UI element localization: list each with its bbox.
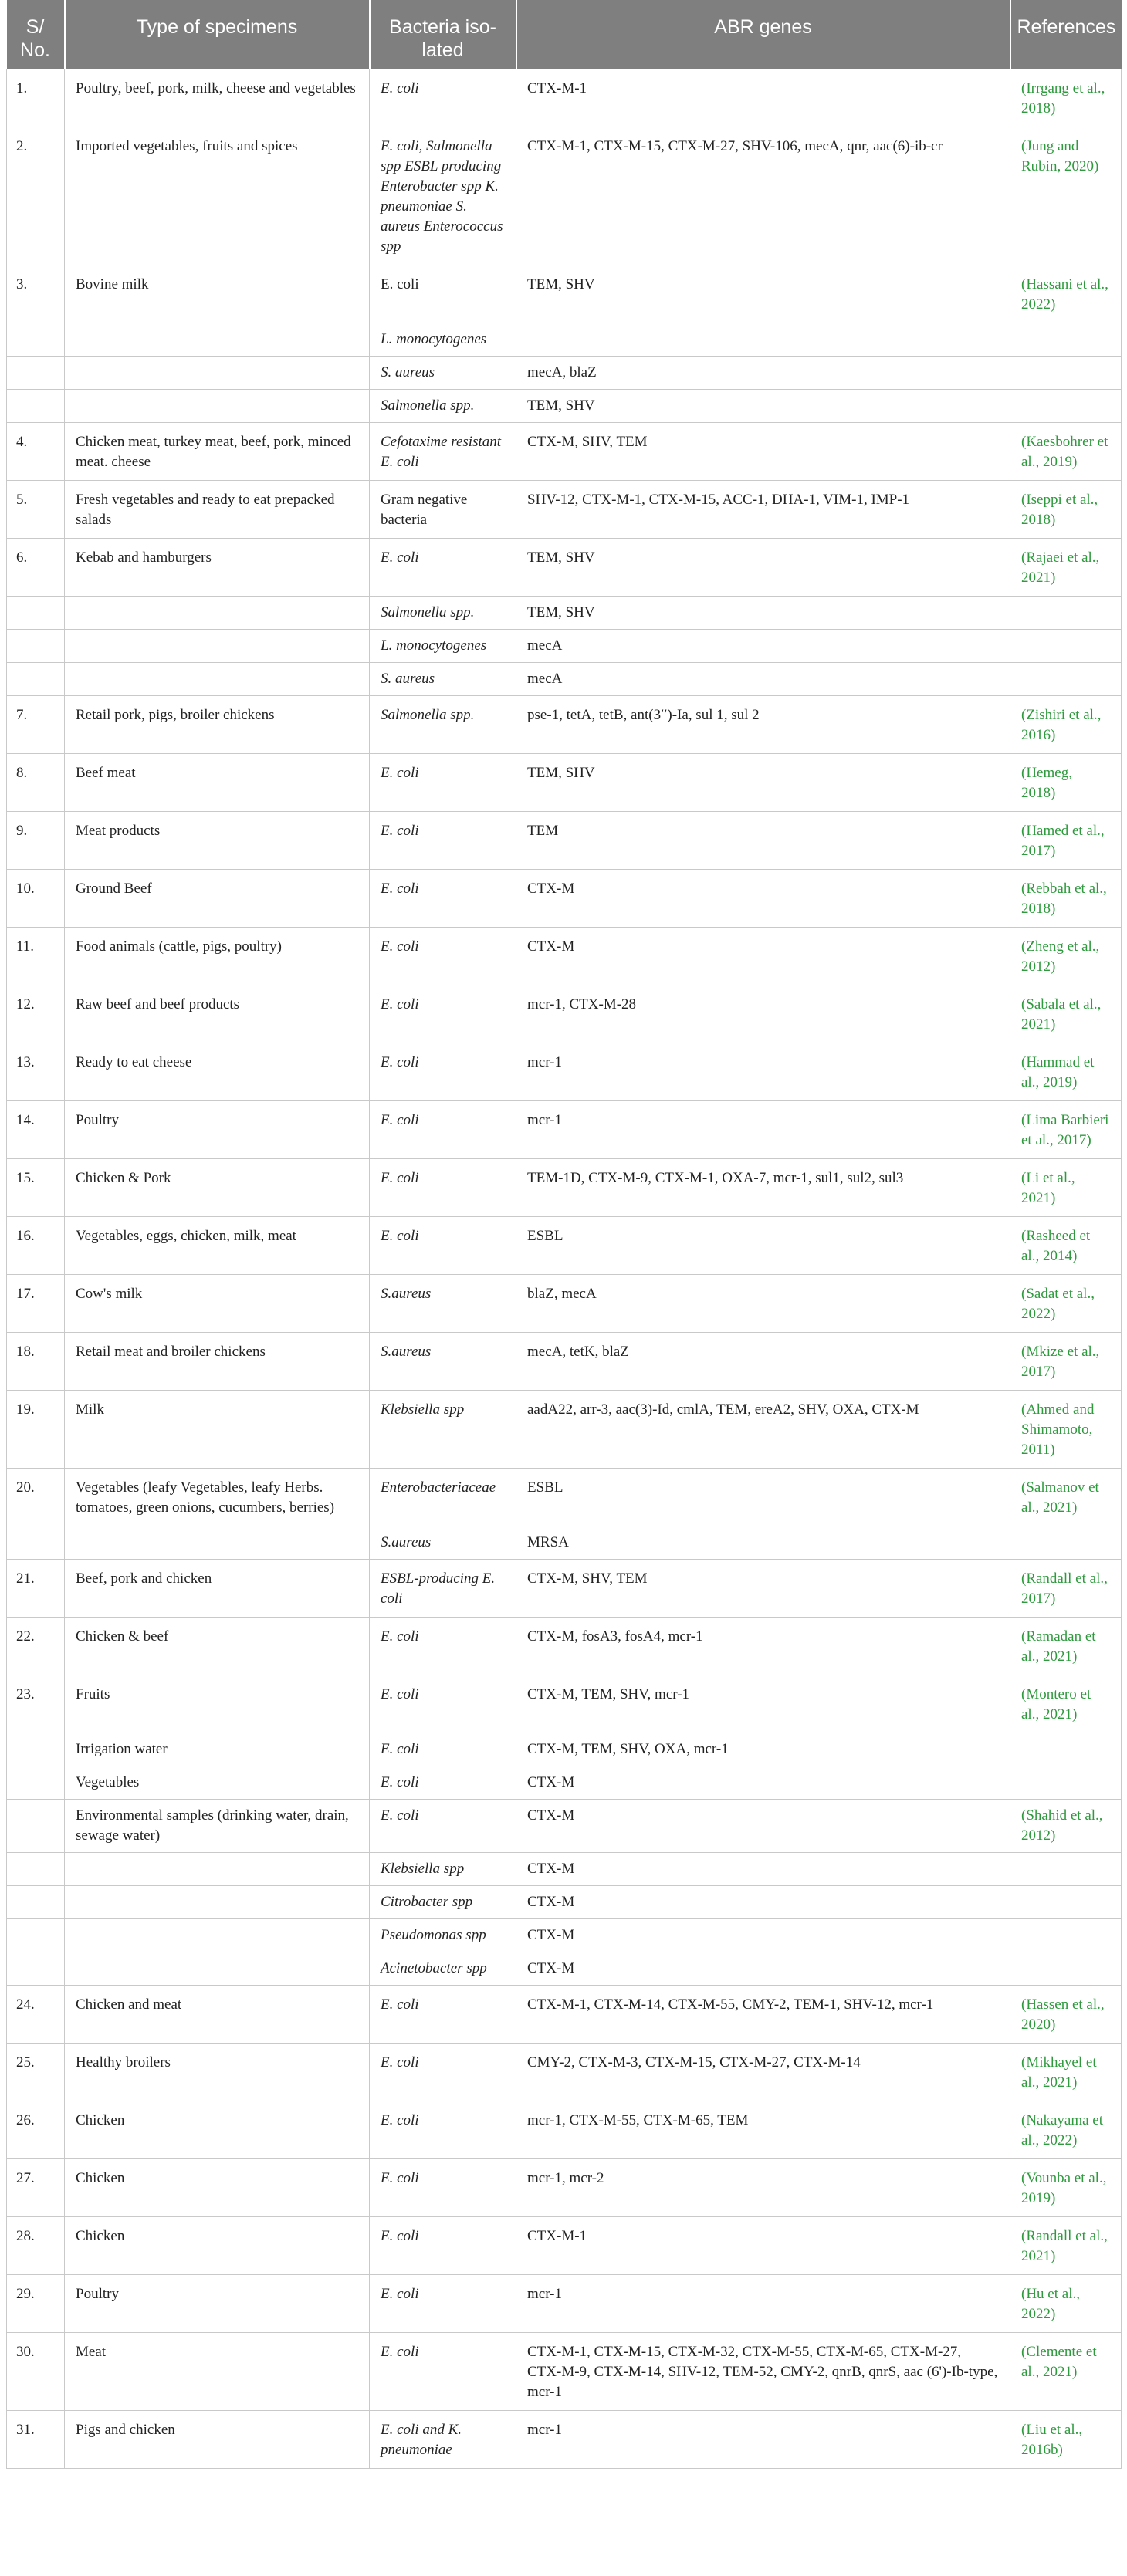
- cell-reference[interactable]: (Nakayama et al., 2022): [1010, 2101, 1122, 2159]
- table-row: [7, 812, 1122, 870]
- cell-specimen-type: Chicken: [65, 2217, 370, 2275]
- cell-reference[interactable]: (Hassen et al., 2020): [1010, 1986, 1122, 2044]
- table-row: [7, 1675, 1122, 1733]
- cell-sno: 2.: [7, 127, 65, 265]
- cell-bacteria: E. coli: [370, 1618, 516, 1675]
- cell-reference[interactable]: (Iseppi et al., 2018): [1010, 481, 1122, 539]
- cell-sno: [7, 390, 65, 423]
- cell-specimen-type: Irrigation water: [65, 1733, 370, 1766]
- cell-abr-genes: CTX-M: [516, 1886, 1010, 1919]
- cell-abr-genes: mcr-1: [516, 2275, 1010, 2333]
- cell-abr-genes: CTX-M: [516, 1800, 1010, 1853]
- cell-abr-genes: CTX-M-1, CTX-M-14, CTX-M-55, CMY-2, TEM-1, SHV-12, mcr-1: [516, 1986, 1010, 2044]
- table-row: [7, 985, 1122, 1043]
- cell-specimen-type: [65, 1853, 370, 1886]
- cell-bacteria: Salmonella spp.: [370, 696, 516, 754]
- cell-sno: 6.: [7, 539, 65, 597]
- cell-reference[interactable]: (Mikhayel et al., 2021): [1010, 2044, 1122, 2101]
- cell-bacteria: L. monocytogenes: [370, 323, 516, 357]
- cell-sno: 18.: [7, 1333, 65, 1391]
- cell-abr-genes: CTX-M: [516, 1853, 1010, 1886]
- cell-sno: 16.: [7, 1217, 65, 1275]
- cell-reference: [1010, 663, 1122, 696]
- cell-specimen-type: Chicken meat, turkey meat, beef, pork, minced meat. cheese: [65, 423, 370, 481]
- cell-bacteria: E. coli: [370, 2217, 516, 2275]
- cell-abr-genes: CTX-M-1, CTX-M-15, CTX-M-32, CTX-M-55, CTX-M-65, CTX-M-27, CTX-M-9, CTX-M-14, SHV-12, TEM-52, CMY-2, qnrB, qnrS, aac (6')-Ib-type, mcr-1: [516, 2333, 1010, 2411]
- table-row: [7, 1560, 1122, 1618]
- table-row: [7, 2044, 1122, 2101]
- cell-bacteria: Salmonella spp.: [370, 597, 516, 630]
- cell-bacteria: E. coli: [370, 1766, 516, 1800]
- cell-bacteria: Klebsiella spp: [370, 1853, 516, 1886]
- cell-specimen-type: Meat products: [65, 812, 370, 870]
- cell-abr-genes: CTX-M: [516, 928, 1010, 985]
- table-row: [7, 1733, 1122, 1766]
- cell-reference[interactable]: (Clemente et al., 2021): [1010, 2333, 1122, 2411]
- cell-specimen-type: Poultry, beef, pork, milk, cheese and vegetables: [65, 69, 370, 127]
- table-row: [7, 1853, 1122, 1886]
- table-row: [7, 597, 1122, 630]
- cell-bacteria: E. coli: [370, 1043, 516, 1101]
- cell-specimen-type: [65, 597, 370, 630]
- cell-bacteria: Klebsiella spp: [370, 1391, 516, 1469]
- cell-sno: [7, 1526, 65, 1560]
- cell-specimen-type: Chicken & Pork: [65, 1159, 370, 1217]
- cell-sno: 29.: [7, 2275, 65, 2333]
- cell-bacteria: S.aureus: [370, 1333, 516, 1391]
- header-type-of-specimens: Type of specimens: [65, 0, 370, 69]
- table-row: [7, 1101, 1122, 1159]
- cell-specimen-type: Environmental samples (drinking water, drain, sewage water): [65, 1800, 370, 1853]
- cell-specimen-type: Meat: [65, 2333, 370, 2411]
- cell-bacteria: E. coli: [370, 1159, 516, 1217]
- cell-bacteria: Salmonella spp.: [370, 390, 516, 423]
- cell-bacteria: E. coli: [370, 1800, 516, 1853]
- cell-reference: [1010, 357, 1122, 390]
- cell-bacteria: E. coli, Salmonella spp ESBL producing Enterobacter spp K. pneumoniae S. aureus Enterococcus spp: [370, 127, 516, 265]
- cell-sno: [7, 630, 65, 663]
- table-row: [7, 928, 1122, 985]
- table-row: [7, 2217, 1122, 2275]
- abr-genes-table: [6, 0, 1122, 2469]
- cell-specimen-type: [65, 1952, 370, 1986]
- cell-bacteria: Gram negative bacteria: [370, 481, 516, 539]
- cell-abr-genes: blaZ, mecA: [516, 1275, 1010, 1333]
- cell-sno: 15.: [7, 1159, 65, 1217]
- cell-specimen-type: Fresh vegetables and ready to eat prepacked salads: [65, 481, 370, 539]
- cell-reference[interactable]: (Montero et al., 2021): [1010, 1675, 1122, 1733]
- cell-bacteria: E. coli: [370, 985, 516, 1043]
- table-row: [7, 1952, 1122, 1986]
- table-row: [7, 2275, 1122, 2333]
- table-row: [7, 1391, 1122, 1469]
- cell-reference[interactable]: (Rebbah et al., 2018): [1010, 870, 1122, 928]
- table-row: [7, 1275, 1122, 1333]
- cell-reference[interactable]: (Mkize et al., 2017): [1010, 1333, 1122, 1391]
- cell-specimen-type: [65, 1526, 370, 1560]
- cell-bacteria: ESBL-producing E. coli: [370, 1560, 516, 1618]
- cell-abr-genes: mcr-1, CTX-M-28: [516, 985, 1010, 1043]
- cell-bacteria: E. coli: [370, 1675, 516, 1733]
- cell-specimen-type: Bovine milk: [65, 265, 370, 323]
- cell-reference[interactable]: (Zheng et al., 2012): [1010, 928, 1122, 985]
- cell-abr-genes: CTX-M-1: [516, 2217, 1010, 2275]
- cell-abr-genes: ESBL: [516, 1469, 1010, 1526]
- cell-reference[interactable]: (Hu et al., 2022): [1010, 2275, 1122, 2333]
- cell-bacteria: E. coli: [370, 2101, 516, 2159]
- table-row: [7, 1043, 1122, 1101]
- cell-sno: [7, 597, 65, 630]
- cell-bacteria: E. coli: [370, 1217, 516, 1275]
- cell-sno: 20.: [7, 1469, 65, 1526]
- cell-abr-genes: CTX-M, TEM, SHV, OXA, mcr-1: [516, 1733, 1010, 1766]
- table-row: [7, 390, 1122, 423]
- cell-abr-genes: CTX-M, SHV, TEM: [516, 423, 1010, 481]
- table-body: [7, 69, 1122, 2469]
- cell-sno: 25.: [7, 2044, 65, 2101]
- table-row: [7, 1886, 1122, 1919]
- cell-reference[interactable]: (Ramadan et al., 2021): [1010, 1618, 1122, 1675]
- table-row: [7, 1986, 1122, 2044]
- cell-sno: [7, 1800, 65, 1853]
- table-row: [7, 357, 1122, 390]
- cell-abr-genes: mecA, tetK, blaZ: [516, 1333, 1010, 1391]
- cell-sno: 1.: [7, 69, 65, 127]
- cell-bacteria: E. coli: [370, 1733, 516, 1766]
- cell-specimen-type: Poultry: [65, 1101, 370, 1159]
- table-row: [7, 2333, 1122, 2411]
- table-row: [7, 2159, 1122, 2217]
- cell-reference: [1010, 1853, 1122, 1886]
- cell-reference[interactable]: (Hemeg, 2018): [1010, 754, 1122, 812]
- cell-reference[interactable]: (Shahid et al., 2012): [1010, 1800, 1122, 1853]
- cell-abr-genes: TEM, SHV: [516, 390, 1010, 423]
- cell-specimen-type: Cow's milk: [65, 1275, 370, 1333]
- cell-abr-genes: CTX-M: [516, 1766, 1010, 1800]
- cell-specimen-type: Kebab and hamburgers: [65, 539, 370, 597]
- cell-specimen-type: Retail meat and broiler chickens: [65, 1333, 370, 1391]
- cell-specimen-type: Ground Beef: [65, 870, 370, 928]
- cell-reference[interactable]: (Lima Barbieri et al., 2017): [1010, 1101, 1122, 1159]
- cell-sno: [7, 1733, 65, 1766]
- cell-sno: [7, 1886, 65, 1919]
- cell-bacteria: Enterobacteriaceae: [370, 1469, 516, 1526]
- cell-sno: 17.: [7, 1275, 65, 1333]
- cell-specimen-type: Beef meat: [65, 754, 370, 812]
- cell-abr-genes: SHV-12, CTX-M-1, CTX-M-15, ACC-1, DHA-1, VIM-1, IMP-1: [516, 481, 1010, 539]
- cell-reference[interactable]: (Rajaei et al., 2021): [1010, 539, 1122, 597]
- cell-sno: [7, 663, 65, 696]
- cell-specimen-type: Raw beef and beef products: [65, 985, 370, 1043]
- cell-bacteria: E. coli: [370, 265, 516, 323]
- cell-sno: 4.: [7, 423, 65, 481]
- cell-sno: 9.: [7, 812, 65, 870]
- cell-specimen-type: Pigs and chicken: [65, 2411, 370, 2469]
- cell-bacteria: S. aureus: [370, 663, 516, 696]
- cell-bacteria: S.aureus: [370, 1275, 516, 1333]
- cell-specimen-type: Vegetables, eggs, chicken, milk, meat: [65, 1217, 370, 1275]
- cell-sno: 23.: [7, 1675, 65, 1733]
- cell-specimen-type: Imported vegetables, fruits and spices: [65, 127, 370, 265]
- cell-sno: 13.: [7, 1043, 65, 1101]
- cell-sno: 8.: [7, 754, 65, 812]
- cell-bacteria: Pseudomonas spp: [370, 1919, 516, 1952]
- cell-bacteria: E. coli: [370, 539, 516, 597]
- table-row: [7, 696, 1122, 754]
- cell-specimen-type: [65, 663, 370, 696]
- cell-sno: 21.: [7, 1560, 65, 1618]
- cell-sno: [7, 357, 65, 390]
- cell-sno: 5.: [7, 481, 65, 539]
- cell-bacteria: S. aureus: [370, 357, 516, 390]
- cell-reference: [1010, 1766, 1122, 1800]
- cell-abr-genes: CTX-M-1: [516, 69, 1010, 127]
- table-row: [7, 1919, 1122, 1952]
- cell-sno: 14.: [7, 1101, 65, 1159]
- cell-reference[interactable]: (Randall et al., 2021): [1010, 2217, 1122, 2275]
- cell-reference[interactable]: (Zishiri et al., 2016): [1010, 696, 1122, 754]
- cell-reference[interactable]: (Salmanov et al., 2021): [1010, 1469, 1122, 1526]
- header-bacteria-isolated: Bacteria iso- lated: [370, 0, 516, 69]
- cell-abr-genes: TEM, SHV: [516, 597, 1010, 630]
- cell-sno: 12.: [7, 985, 65, 1043]
- cell-specimen-type: Ready to eat cheese: [65, 1043, 370, 1101]
- cell-specimen-type: Chicken and meat: [65, 1986, 370, 2044]
- cell-sno: 24.: [7, 1986, 65, 2044]
- cell-abr-genes: aadA22, arr-3, aac(3)-Id, cmlA, TEM, ereA2, SHV, OXA, CTX-M: [516, 1391, 1010, 1469]
- cell-abr-genes: CTX-M: [516, 1919, 1010, 1952]
- cell-reference[interactable]: (Vounba et al., 2019): [1010, 2159, 1122, 2217]
- cell-abr-genes: mcr-1: [516, 1043, 1010, 1101]
- cell-reference[interactable]: (Rasheed et al., 2014): [1010, 1217, 1122, 1275]
- cell-bacteria: L. monocytogenes: [370, 630, 516, 663]
- cell-sno: 27.: [7, 2159, 65, 2217]
- table-row: [7, 481, 1122, 539]
- cell-specimen-type: Chicken: [65, 2159, 370, 2217]
- cell-reference[interactable]: (Hamed et al., 2017): [1010, 812, 1122, 870]
- cell-abr-genes: TEM-1D, CTX-M-9, CTX-M-1, OXA-7, mcr-1, sul1, sul2, sul3: [516, 1159, 1010, 1217]
- cell-abr-genes: CTX-M: [516, 870, 1010, 928]
- table-row: [7, 1469, 1122, 1526]
- cell-sno: [7, 1952, 65, 1986]
- cell-bacteria: E. coli: [370, 2044, 516, 2101]
- cell-specimen-type: [65, 323, 370, 357]
- cell-sno: [7, 1853, 65, 1886]
- cell-reference: [1010, 630, 1122, 663]
- cell-sno: 7.: [7, 696, 65, 754]
- cell-sno: 30.: [7, 2333, 65, 2411]
- cell-specimen-type: [65, 1886, 370, 1919]
- table-row: [7, 1159, 1122, 1217]
- table-row: [7, 663, 1122, 696]
- cell-specimen-type: Poultry: [65, 2275, 370, 2333]
- cell-sno: [7, 1919, 65, 1952]
- cell-specimen-type: Vegetables (leafy Vegetables, leafy Herbs. tomatoes, green onions, cucumbers, berries): [65, 1469, 370, 1526]
- cell-abr-genes: TEM, SHV: [516, 265, 1010, 323]
- cell-bacteria: E. coli: [370, 2333, 516, 2411]
- cell-bacteria: E. coli: [370, 1986, 516, 2044]
- table-row: [7, 69, 1122, 127]
- cell-abr-genes: TEM: [516, 812, 1010, 870]
- cell-reference: [1010, 1733, 1122, 1766]
- cell-specimen-type: [65, 630, 370, 663]
- cell-bacteria: Cefotaxime resistant E. coli: [370, 423, 516, 481]
- table-header: [7, 0, 1122, 69]
- cell-sno: 10.: [7, 870, 65, 928]
- cell-abr-genes: CTX-M: [516, 1952, 1010, 1986]
- cell-reference[interactable]: (Jung and Rubin, 2020): [1010, 127, 1122, 265]
- cell-abr-genes: CTX-M-1, CTX-M-15, CTX-M-27, SHV-106, mecA, qnr, aac(6)-ib-cr: [516, 127, 1010, 265]
- cell-bacteria: E. coli and K. pneumoniae: [370, 2411, 516, 2469]
- cell-abr-genes: mcr-1: [516, 2411, 1010, 2469]
- cell-abr-genes: ESBL: [516, 1217, 1010, 1275]
- cell-specimen-type: [65, 1919, 370, 1952]
- table-row: [7, 2411, 1122, 2469]
- table-row: [7, 1618, 1122, 1675]
- cell-reference[interactable]: (Ahmed and Shimamoto, 2011): [1010, 1391, 1122, 1469]
- cell-sno: 3.: [7, 265, 65, 323]
- cell-sno: 11.: [7, 928, 65, 985]
- table-row: [7, 127, 1122, 265]
- cell-bacteria: E. coli: [370, 928, 516, 985]
- cell-sno: 31.: [7, 2411, 65, 2469]
- cell-reference: [1010, 1919, 1122, 1952]
- cell-sno: [7, 1766, 65, 1800]
- cell-abr-genes: mecA: [516, 630, 1010, 663]
- cell-reference: [1010, 390, 1122, 423]
- cell-abr-genes: mecA: [516, 663, 1010, 696]
- cell-abr-genes: CTX-M, SHV, TEM: [516, 1560, 1010, 1618]
- header-references: References: [1010, 0, 1122, 69]
- cell-abr-genes: mcr-1, CTX-M-55, CTX-M-65, TEM: [516, 2101, 1010, 2159]
- cell-reference[interactable]: (Kaesbohrer et al., 2019): [1010, 423, 1122, 481]
- cell-abr-genes: MRSA: [516, 1526, 1010, 1560]
- cell-bacteria: E. coli: [370, 2275, 516, 2333]
- table-row: [7, 1333, 1122, 1391]
- cell-reference: [1010, 1952, 1122, 1986]
- cell-reference[interactable]: (Sadat et al., 2022): [1010, 1275, 1122, 1333]
- cell-reference[interactable]: (Li et al., 2021): [1010, 1159, 1122, 1217]
- cell-abr-genes: mcr-1: [516, 1101, 1010, 1159]
- table-row: [7, 1217, 1122, 1275]
- cell-reference: [1010, 597, 1122, 630]
- cell-specimen-type: Beef, pork and chicken: [65, 1560, 370, 1618]
- cell-reference[interactable]: (Hassani et al., 2022): [1010, 265, 1122, 323]
- cell-specimen-type: [65, 357, 370, 390]
- cell-abr-genes: mecA, blaZ: [516, 357, 1010, 390]
- cell-sno: 22.: [7, 1618, 65, 1675]
- cell-bacteria: S.aureus: [370, 1526, 516, 1560]
- cell-bacteria: E. coli: [370, 69, 516, 127]
- cell-specimen-type: Retail pork, pigs, broiler chickens: [65, 696, 370, 754]
- cell-bacteria: E. coli: [370, 1101, 516, 1159]
- table-row: [7, 630, 1122, 663]
- cell-reference: [1010, 1526, 1122, 1560]
- cell-reference[interactable]: (Sabala et al., 2021): [1010, 985, 1122, 1043]
- cell-bacteria: Acinetobacter spp: [370, 1952, 516, 1986]
- header-sno: S/ No.: [7, 0, 65, 69]
- cell-reference[interactable]: (Liu et al., 2016b): [1010, 2411, 1122, 2469]
- cell-abr-genes: CTX-M, fosA3, fosA4, mcr-1: [516, 1618, 1010, 1675]
- cell-specimen-type: Fruits: [65, 1675, 370, 1733]
- cell-bacteria: E. coli: [370, 2159, 516, 2217]
- cell-bacteria: E. coli: [370, 754, 516, 812]
- table-row: [7, 323, 1122, 357]
- cell-abr-genes: mcr-1, mcr-2: [516, 2159, 1010, 2217]
- cell-specimen-type: Healthy broilers: [65, 2044, 370, 2101]
- table-row: [7, 1766, 1122, 1800]
- cell-specimen-type: Chicken & beef: [65, 1618, 370, 1675]
- table-row: [7, 754, 1122, 812]
- cell-abr-genes: –: [516, 323, 1010, 357]
- cell-reference: [1010, 1886, 1122, 1919]
- cell-abr-genes: CTX-M, TEM, SHV, mcr-1: [516, 1675, 1010, 1733]
- cell-reference[interactable]: (Irrgang et al., 2018): [1010, 69, 1122, 127]
- cell-sno: 26.: [7, 2101, 65, 2159]
- cell-reference[interactable]: (Randall et al., 2017): [1010, 1560, 1122, 1618]
- cell-bacteria: Citrobacter spp: [370, 1886, 516, 1919]
- cell-specimen-type: Food animals (cattle, pigs, poultry): [65, 928, 370, 985]
- cell-abr-genes: TEM, SHV: [516, 539, 1010, 597]
- table-row: [7, 539, 1122, 597]
- cell-reference[interactable]: (Hammad et al., 2019): [1010, 1043, 1122, 1101]
- table-row: [7, 1800, 1122, 1853]
- cell-specimen-type: [65, 390, 370, 423]
- cell-specimen-type: Vegetables: [65, 1766, 370, 1800]
- cell-sno: [7, 323, 65, 357]
- cell-bacteria: E. coli: [370, 812, 516, 870]
- cell-specimen-type: Milk: [65, 1391, 370, 1469]
- cell-reference: [1010, 323, 1122, 357]
- cell-sno: 19.: [7, 1391, 65, 1469]
- table-row: [7, 423, 1122, 481]
- table-row: [7, 2101, 1122, 2159]
- table-row: [7, 1526, 1122, 1560]
- table-row: [7, 870, 1122, 928]
- cell-specimen-type: Chicken: [65, 2101, 370, 2159]
- cell-bacteria: E. coli: [370, 870, 516, 928]
- cell-abr-genes: TEM, SHV: [516, 754, 1010, 812]
- header-abr-genes: ABR genes: [516, 0, 1010, 69]
- table-row: [7, 265, 1122, 323]
- cell-abr-genes: pse-1, tetA, tetB, ant(3′′)-Ia, sul 1, sul 2: [516, 696, 1010, 754]
- cell-abr-genes: CMY-2, CTX-M-3, CTX-M-15, CTX-M-27, CTX-M-14: [516, 2044, 1010, 2101]
- cell-sno: 28.: [7, 2217, 65, 2275]
